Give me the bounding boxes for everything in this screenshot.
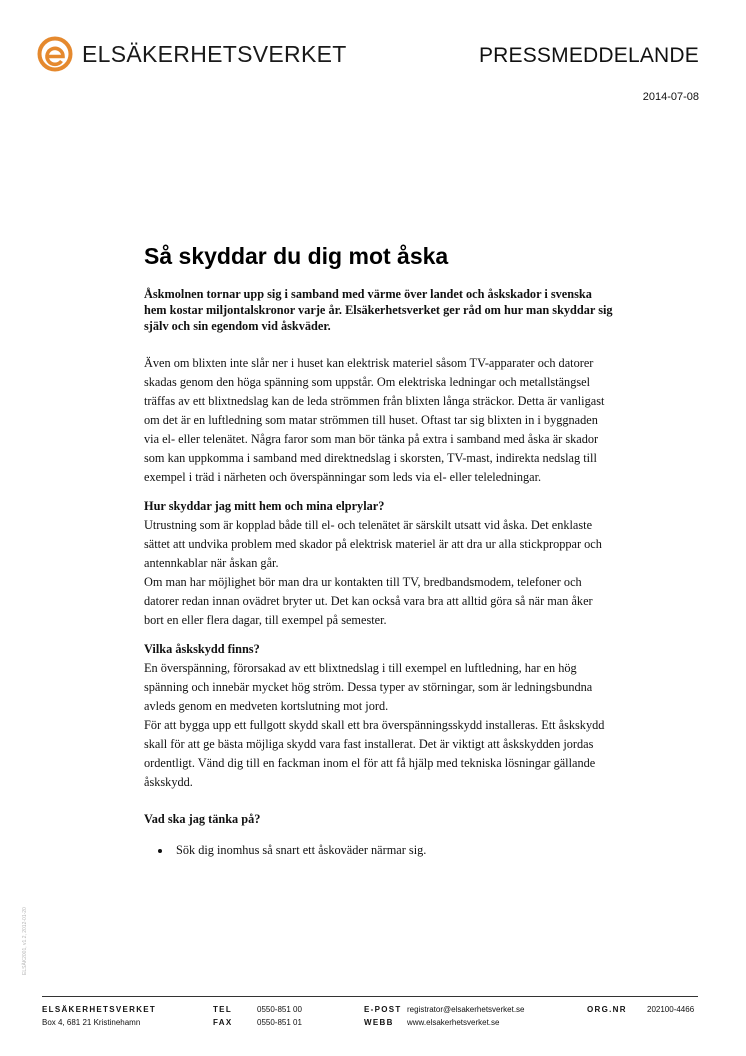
section-heading-advice: Vad ska jag tänka på? — [144, 811, 261, 826]
section-paragraph: Om man har möjlighet bör man dra ur kontakten till TV, bredbandsmodem, telefoner och datorer redan innan ovädret bryter ut. Det kan också vara bra att alltid göra så när man åker bort en eller flera dagar, till exempel på semester. — [144, 574, 593, 627]
footer-web-link[interactable]: www.elsakerhetsverket.se — [407, 1018, 500, 1027]
section-paragraph: Utrustning som är kopplad både till el- och telenätet är särskilt utsatt vid åska. Det enklaste sättet att undvika problem med skador på elektrisk materiel är att dra ur alla stickproppar och antennkablar när åskan går. — [144, 517, 602, 570]
section-paragraph: För att bygga upp ett fullgott skydd skall ett bra överspänningsskydd installeras. Ett åskskydd skall för att ge bästa möjliga skydd vara fast installerat. Det är viktigt att åskskydden jordas ordentligt. Vänd dig till en fackman inom el för att få hjälp med tekniska lösningar gällande åskskydd. — [144, 717, 605, 789]
footer-fax: 0550-851 01 — [257, 1018, 302, 1027]
footer-tel: 0550-851 00 — [257, 1005, 302, 1014]
elsakerhetsverket-logo-icon — [37, 36, 73, 72]
footer-address: Box 4, 681 21 Kristinehamn — [42, 1018, 141, 1027]
brand-name: ELSÄKERHETSVERKET — [82, 40, 347, 67]
footer-web-label: WEBB — [364, 1018, 394, 1027]
document-type: PRESSMEDDELANDE — [478, 44, 699, 67]
footer-email-label: E-POST — [364, 1005, 402, 1014]
section-paragraph: En överspänning, förorsakad av ett blixtnedslag i till exempel en luftledning, har en hög spänning och innebär mycket hög ström. Dessa typer av störningar, som är ledningsbundna avleds genom en medveten kortslutning mot jord. — [144, 660, 593, 713]
article-intro: Även om blixten inte slår ner i huset kan elektrisk materiel såsom TV-apparater och datorer skadas genom den höga spänning som uppstår. Om elektriska ledningar och metallstängsel träffas av ett blixtnedslag kan de leda strömmen från blixten långa sträckor. Detta är vanligast om det är en luftledning som matar strömmen till huset. Oftast tar sig blixten in i byggnaden via el- eller telenätet. Några faror som man bör tänka på extra i samband med åska är skador som kan uppkomma i samband med direktnedslag i skorsten, TV-mast, indirekta nedslag till exempel i träd i närheten och överspänningar som leds via el- eller teleledningar. — [144, 355, 605, 484]
article-title: Så skyddar du dig mot åska — [144, 243, 449, 269]
section-protect-home — [144, 497, 614, 630]
brand-logo — [37, 36, 347, 72]
footer-tel-label: TEL — [213, 1005, 233, 1014]
article-lead: Åskmolnen tornar upp sig i samband med värme över landet och åskskador i svenska hem kostar miljontalskronor varje år. Elsäkerhetsverket ger råd om hur man skyddar sig själv och sin egendom vid åskväder. — [144, 286, 613, 333]
footer-orgnr: 202100-4466 — [647, 1005, 695, 1014]
footer-divider — [42, 996, 698, 997]
advice-list — [144, 841, 614, 860]
list-item: • Sök dig inomhus så snart ett åskoväder närmar sig. — [172, 841, 614, 860]
footer-email-link[interactable]: registrator@elsakerhetsverket.se — [407, 1005, 525, 1014]
document-code: ELSÄK2001, v1.2, 2012-01-20 — [22, 907, 28, 975]
document-date: 2014-07-08 — [642, 91, 699, 103]
section-heading: Hur skyddar jag mitt hem och mina elprylar? — [144, 498, 385, 513]
section-heading: Vilka åskskydd finns? — [144, 641, 260, 656]
article — [144, 243, 614, 860]
section-lightning-protection — [144, 640, 614, 792]
footer-orgnr-label: ORG.NR — [587, 1005, 627, 1014]
footer-org-name: ELSÄKERHETSVERKET — [42, 1005, 157, 1014]
footer-fax-label: FAX — [213, 1018, 233, 1027]
